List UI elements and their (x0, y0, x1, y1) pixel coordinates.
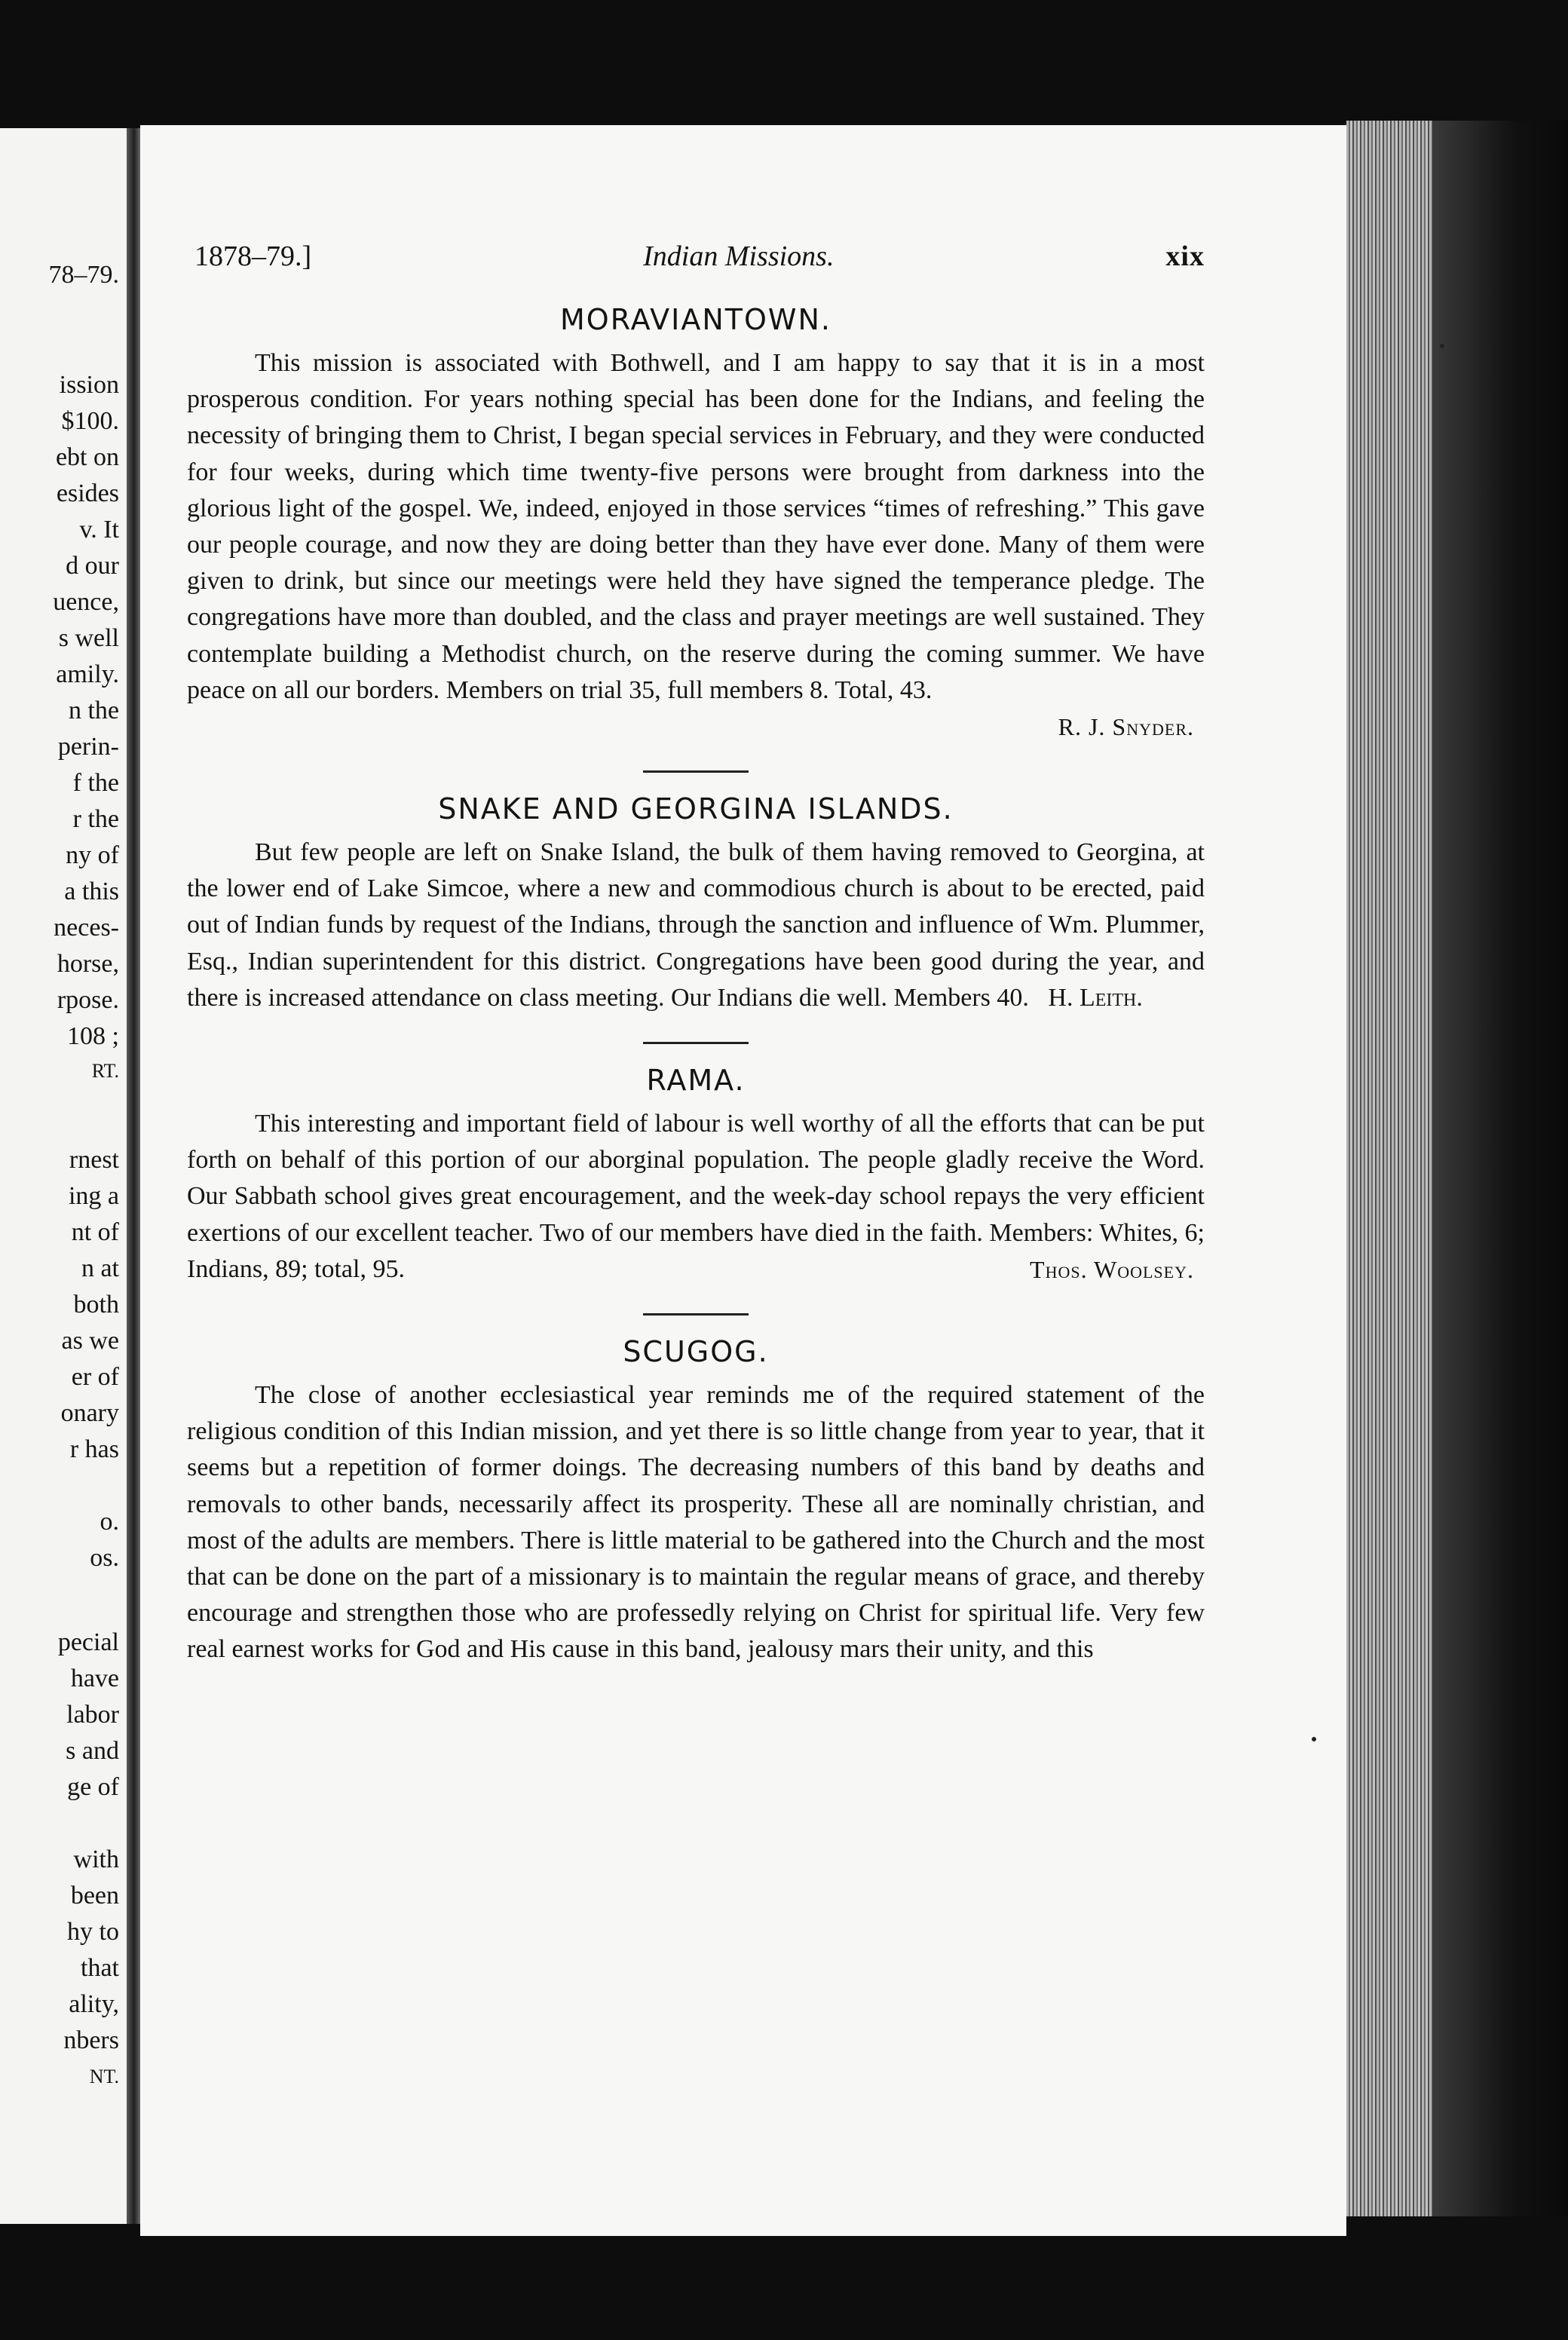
left-frag: s and (66, 1737, 119, 1765)
left-frag: nt of (71, 1218, 119, 1246)
left-frag: ality, (69, 1990, 119, 2018)
book-gutter (127, 128, 142, 2224)
left-frag: er of (71, 1363, 119, 1391)
section-divider (643, 770, 749, 773)
left-frag: nbers (63, 2026, 119, 2054)
left-frag: o. (100, 1508, 119, 1536)
section-signature: Thos. Woolsey. (1030, 1256, 1194, 1284)
page-edge-shadow (1432, 121, 1568, 2216)
section-title-moraviantown: MORAVIANTOWN. (560, 303, 831, 336)
left-frag: that (81, 1954, 119, 1982)
running-head-title: Indian Missions. (643, 240, 835, 272)
left-frag: amily. (56, 660, 119, 688)
left-frag: pecial (57, 1628, 119, 1656)
left-frag: s well (58, 624, 119, 652)
section-body-rama: This interesting and important field of labour is well worthy of all the efforts that can be put forth on behalf of this portion of our aborginal population. The people gladly receive the Word. Our Sabbath school gives great encouragement, and the week-day school repays the very efficient exertions of our excellent teacher. Two of our members have died in the faith. Members: Whites, 6; Indians, 89; total, 95. (187, 1110, 1205, 1283)
dust-speck (1312, 1737, 1316, 1741)
section-body-scugog: The close of another ecclesiastical year reminds me of the required statement of the religious condition of this Indian mission, and yet there is so little change from year to year, that it seems but a repetition of former doings. The decreasing numbers of this band by deaths and removals to other bands, necessarily affect its prosperity. These all are nominally christian, and most of the adults are members. There is little material to be gathered into the Church and the most that can be done on the part of a missionary is to maintain the regular means of grace, and thereby encourage and strengthen those who are professedly relying on Christ for spiritual life. Very few real earnest works for God and His cause in this band, jealousy mars their unity, and this (187, 1381, 1205, 1664)
left-frag: r the (72, 805, 119, 833)
left-frag: have (70, 1665, 119, 1692)
left-frag: hy to (67, 1918, 119, 1946)
section-title-scugog: SCUGOG. (623, 1335, 769, 1369)
section-title-snake-georgina: SNAKE AND GEORGINA ISLANDS. (438, 792, 954, 826)
section-body-snake-georgina (187, 835, 1205, 1016)
left-frag: $100. (61, 407, 119, 435)
left-frag: both (73, 1291, 119, 1319)
section-body-moraviantown: This mission is associated with Bothwell, and I am happy to say that it is in a most prosperous condition. For years nothing special has been done for the Indians, and feeling the necessity of bringing them to Christ, I began special services in February, and they were conducted for four weeks, during which time twenty-five persons were brought from darkness into the glorious light of the gospel. We, indeed, enjoyed in those services “times of refreshing.” This gave our people courage, and now they are doing better than they have ever done. Many of them were given to drink, but since our meetings were held they have signed the temperance pledge. The congregations have more than doubled, and the class and prayer meetings are well sustained. They contemplate building a Methodist church, on the reserve during the coming summer. We have peace on all our borders. Members on trial 35, full members 8. Total, 43. (187, 349, 1205, 704)
left-frag: uence, (53, 588, 119, 616)
left-frag: onary (60, 1399, 119, 1427)
left-frag: ge of (67, 1773, 119, 1801)
left-frag: ebt on (55, 443, 119, 471)
left-frag: 108 ; (67, 1022, 119, 1050)
dust-speck (1440, 344, 1444, 348)
left-frag: perin- (57, 733, 119, 761)
left-frag: rnest (69, 1146, 119, 1174)
left-frag: n the (68, 697, 119, 724)
left-frag: rpose. (57, 986, 119, 1014)
left-frag: r has (69, 1435, 119, 1463)
page-number: xix (1165, 240, 1205, 272)
left-frag: ny of (66, 841, 119, 869)
left-frag: esides (56, 479, 119, 507)
left-frag: NT. (89, 2066, 119, 2087)
left-frag: ing a (68, 1182, 119, 1210)
left-frag: horse, (57, 950, 119, 978)
left-frag: f the (72, 769, 119, 797)
left-frag: n at (81, 1254, 119, 1282)
left-frag: neces- (54, 914, 119, 942)
left-frag: RT. (91, 1060, 119, 1082)
left-frag: with (73, 1845, 119, 1873)
left-frag: v. It (79, 516, 119, 544)
section-body-text: But few people are left on Snake Island, the bulk of them having removed to Georgina, at the lower end of Lake Simcoe, where a new and commodious church is about to be erected, paid out of Indian funds by request of the Indians, through the sanction and influence of Wm. Plummer, Esq., Indian superintendent for this district. Congregations have been good during the year, and there is increased attendance on class meeting. Our Indians die well. Members 40. (187, 838, 1205, 1012)
left-frag: been (70, 1882, 119, 1910)
section-signature: R. J. Snyder. (1058, 713, 1194, 741)
left-frag: os. (90, 1544, 119, 1572)
section-divider (643, 1313, 749, 1315)
section-signature: H. Leith. (1048, 983, 1143, 1012)
running-head-year: 1878–79.] (194, 240, 312, 272)
left-frag: labor (66, 1701, 119, 1729)
section-divider (643, 1042, 749, 1044)
left-frag: a this (64, 878, 119, 905)
running-head (194, 240, 1205, 273)
left-frag: 78–79. (48, 261, 119, 289)
left-frag: as we (61, 1327, 119, 1355)
left-frag: d our (66, 552, 119, 580)
section-title-rama: RAMA. (646, 1064, 746, 1098)
page-text (187, 240, 1205, 1668)
previous-page-edge (0, 128, 127, 2224)
left-frag: ission (59, 371, 119, 399)
